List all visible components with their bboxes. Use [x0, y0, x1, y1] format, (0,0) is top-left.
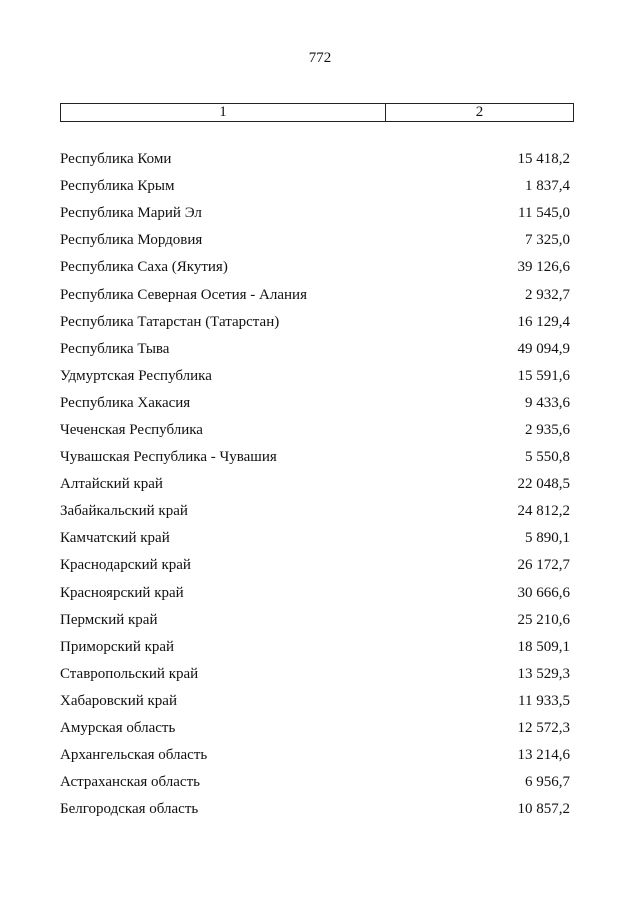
region-value: 26 172,7 — [517, 557, 570, 574]
region-name: Удмуртская Республика — [60, 367, 212, 384]
table-row — [60, 525, 570, 552]
region-name: Республика Саха (Якутия) — [60, 259, 228, 276]
table-row — [60, 390, 570, 417]
region-name: Республика Мордовия — [60, 232, 203, 249]
region-value: 24 812,2 — [517, 503, 570, 520]
region-name: Республика Тыва — [60, 340, 170, 357]
table-row — [60, 634, 570, 661]
region-value: 5 890,1 — [525, 530, 570, 547]
region-name: Республика Хакасия — [60, 394, 191, 411]
column-header-row — [60, 103, 574, 122]
region-name: Чувашская Республика - Чувашия — [60, 449, 277, 466]
region-name: Белгородская область — [60, 801, 199, 818]
region-value: 15 591,6 — [517, 367, 570, 384]
table-row — [60, 200, 570, 227]
table-row — [60, 552, 570, 579]
column-header-1: 1 — [61, 104, 386, 121]
region-name: Республика Северная Осетия - Алания — [60, 286, 307, 303]
region-name: Чеченская Республика — [60, 421, 203, 438]
region-name: Приморский край — [60, 638, 175, 655]
table-row — [60, 796, 570, 823]
table-row — [60, 227, 570, 254]
region-name: Хабаровский край — [60, 692, 177, 709]
region-value: 11 545,0 — [518, 205, 570, 222]
region-value: 2 932,7 — [525, 286, 570, 303]
region-value: 9 433,6 — [525, 394, 570, 411]
table-row — [60, 173, 570, 200]
table-row — [60, 309, 570, 336]
table-row — [60, 146, 570, 173]
table-row — [60, 661, 570, 688]
table-row — [60, 715, 570, 742]
region-value: 2 935,6 — [525, 421, 570, 438]
region-value: 18 509,1 — [517, 638, 570, 655]
table-row — [60, 363, 570, 390]
region-name: Астраханская область — [60, 774, 200, 791]
table-row — [60, 471, 570, 498]
region-value: 7 325,0 — [525, 232, 570, 249]
column-header-2: 2 — [475, 104, 484, 120]
region-value: 6 956,7 — [525, 774, 570, 791]
region-value: 5 550,8 — [525, 449, 570, 466]
table-row — [60, 769, 570, 796]
region-table — [60, 146, 570, 823]
table-row — [60, 688, 570, 715]
region-value: 22 048,5 — [517, 476, 570, 493]
region-name: Республика Татарстан (Татарстан) — [60, 313, 280, 330]
table-row — [60, 281, 570, 308]
region-name: Красноярский край — [60, 584, 184, 601]
table-row — [60, 607, 570, 634]
region-value: 12 572,3 — [517, 720, 570, 737]
region-value: 13 214,6 — [517, 747, 570, 764]
region-name: Архангельская область — [60, 747, 208, 764]
region-name: Краснодарский край — [60, 557, 191, 574]
region-value: 10 857,2 — [517, 801, 570, 818]
region-value: 1 837,4 — [525, 178, 570, 195]
table-row — [60, 336, 570, 363]
region-name: Алтайский край — [60, 476, 163, 493]
region-value: 25 210,6 — [517, 611, 570, 628]
region-name: Республика Коми — [60, 151, 172, 168]
page-number: 772 — [308, 50, 332, 66]
region-value: 11 933,5 — [518, 692, 570, 709]
table-row — [60, 254, 570, 281]
table-row — [60, 444, 570, 471]
region-value: 16 129,4 — [517, 313, 570, 330]
table-row — [60, 580, 570, 607]
region-name: Республика Крым — [60, 178, 175, 195]
region-name: Ставропольский край — [60, 665, 199, 682]
region-value: 30 666,6 — [517, 584, 570, 601]
table-row — [60, 742, 570, 769]
table-row — [60, 417, 570, 444]
region-value: 13 529,3 — [517, 665, 570, 682]
region-value: 49 094,9 — [517, 340, 570, 357]
region-name: Камчатский край — [60, 530, 170, 547]
region-name: Амурская область — [60, 720, 176, 737]
region-name: Республика Марий Эл — [60, 205, 202, 222]
region-value: 15 418,2 — [517, 151, 570, 168]
table-row — [60, 498, 570, 525]
region-name: Забайкальский край — [60, 503, 188, 520]
region-value: 39 126,6 — [517, 259, 570, 276]
region-name: Пермский край — [60, 611, 158, 628]
